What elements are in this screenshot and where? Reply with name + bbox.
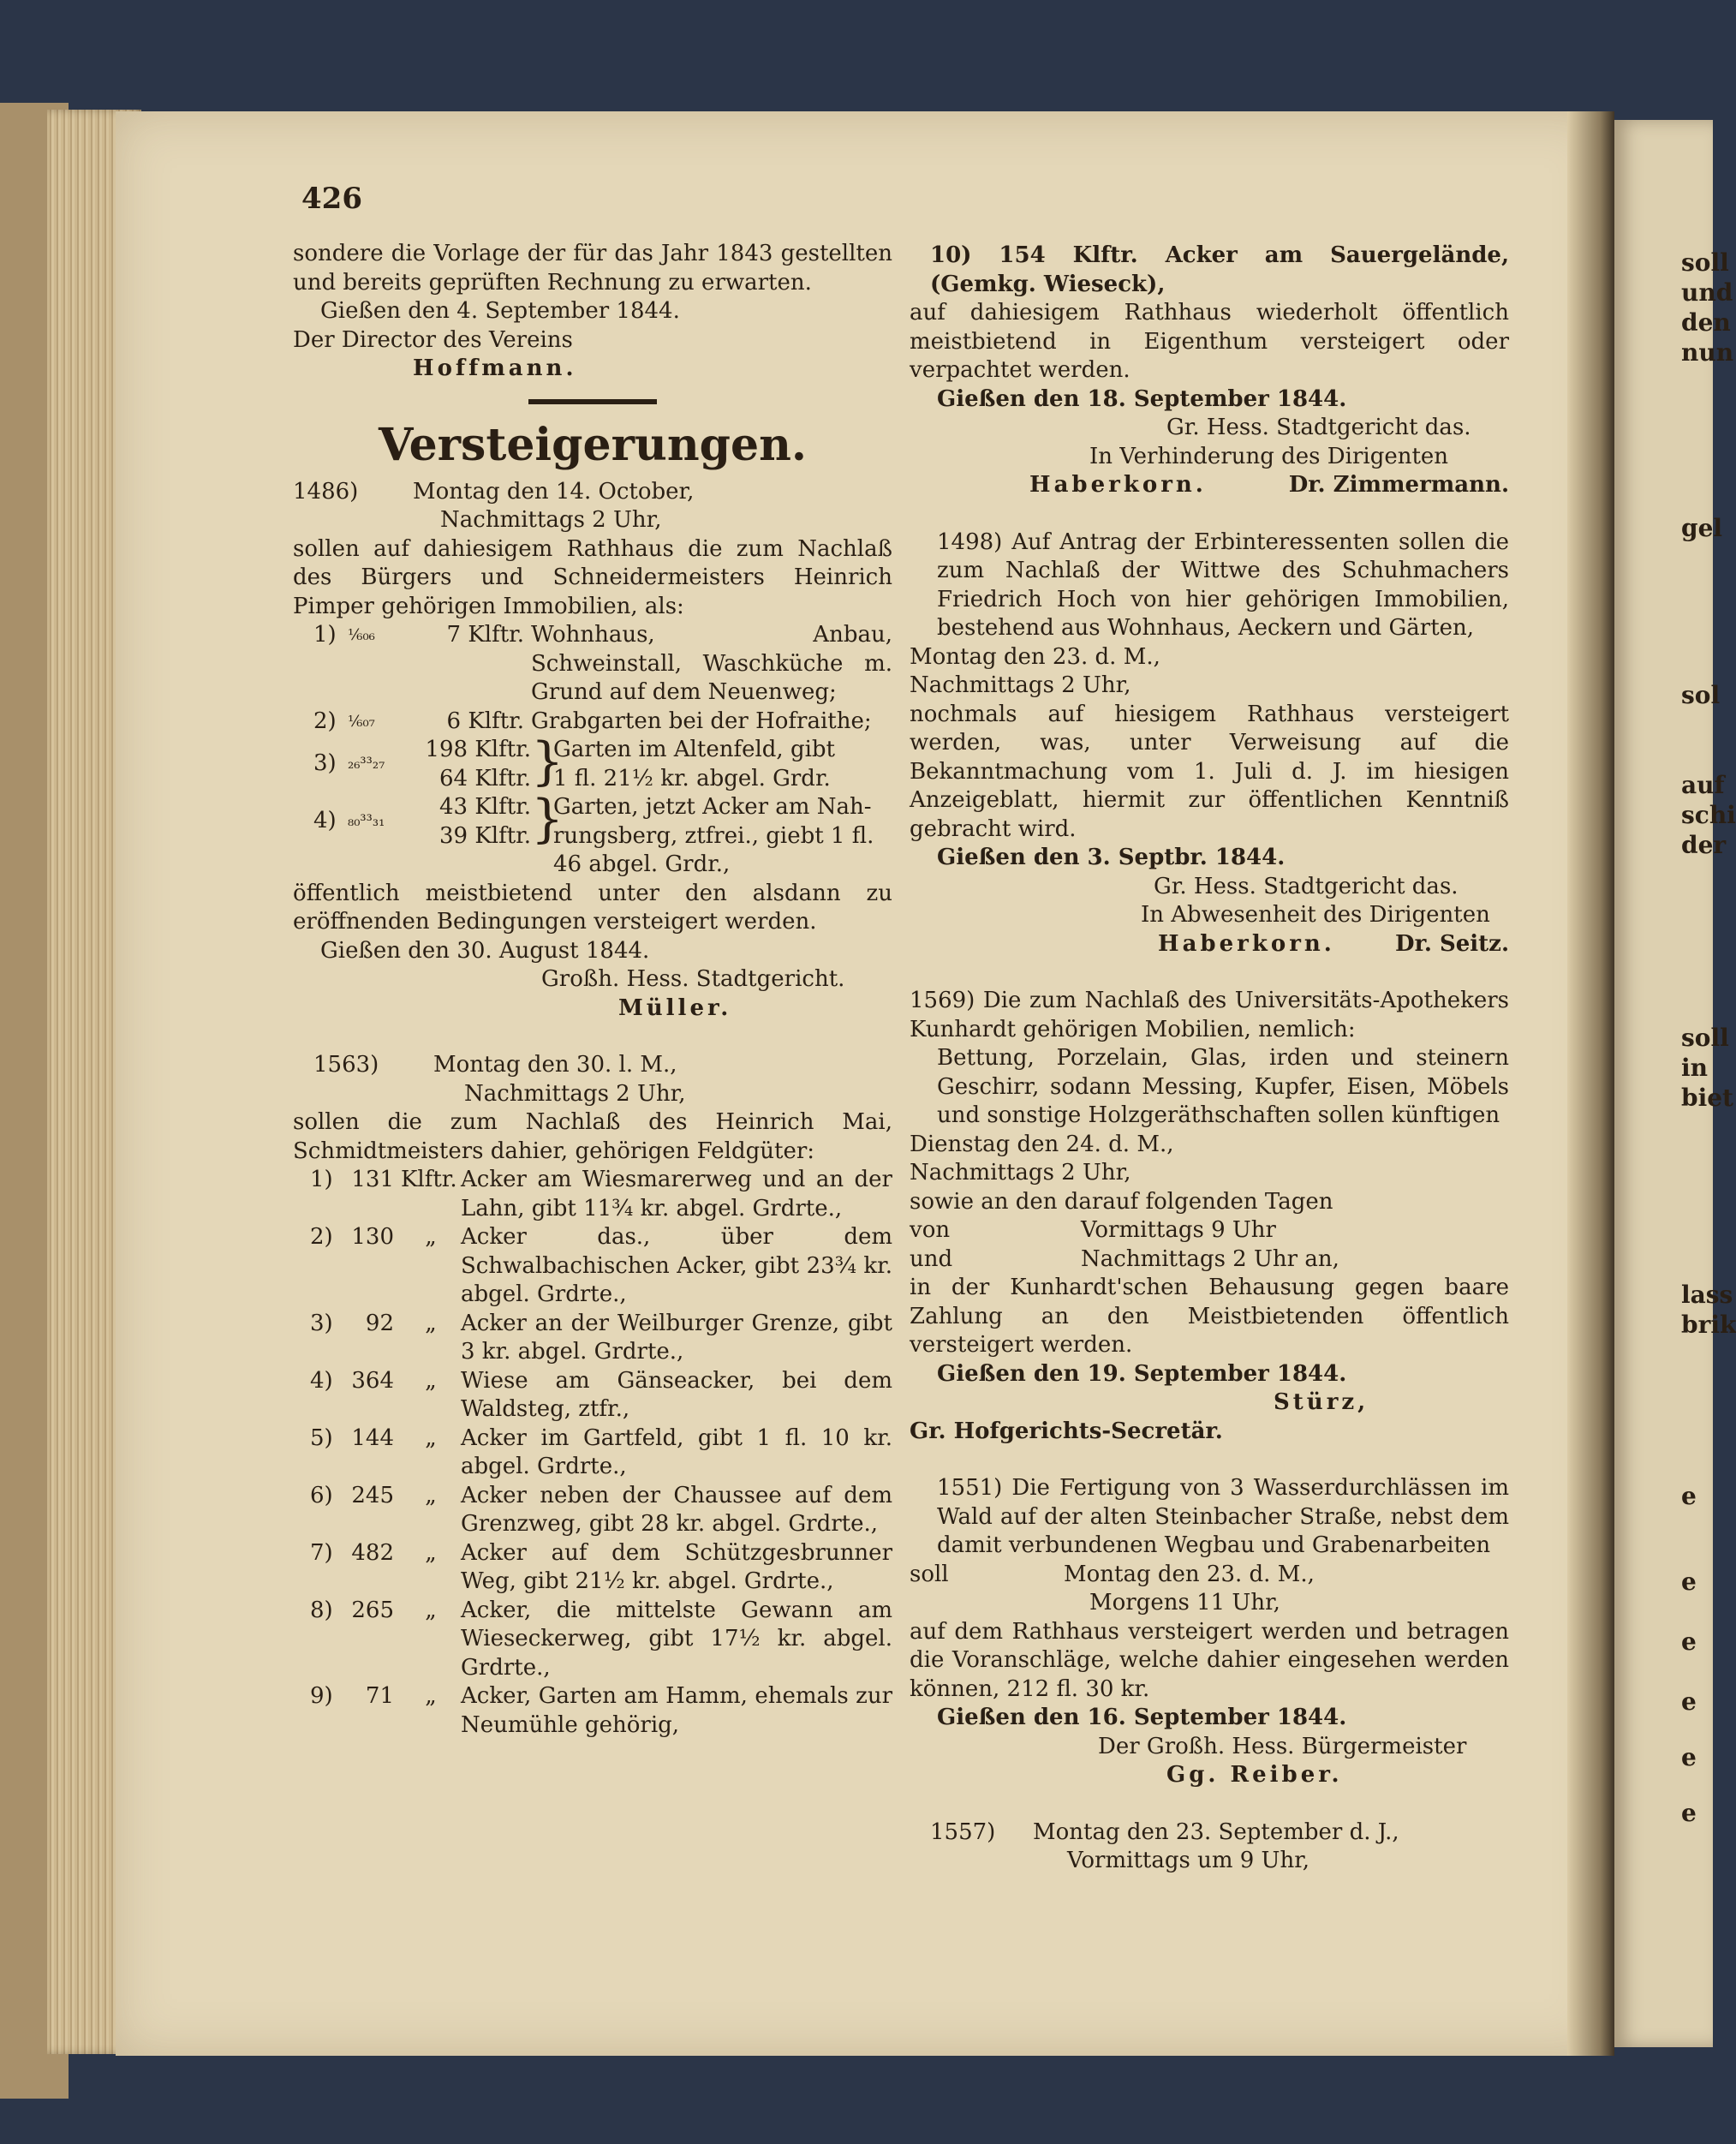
item-desc: Acker am Wiesmarerweg und an der Lahn, gibt 11¾ kr. abgel. Grdrte., <box>461 1167 892 1221</box>
item-unit: „ <box>425 1310 437 1336</box>
item-size: 131 <box>351 1167 394 1192</box>
list-item <box>293 789 892 880</box>
notice-text: in der Kunhardt'schen Behausung gegen baare Zahlung an den Meistbietenden öffentlich versteigert werden. <box>910 1275 1509 1358</box>
notice-date-line: Montag den 23. d. M., <box>1064 1561 1315 1587</box>
item-unit: Klftr. <box>401 1167 457 1192</box>
item-desc: Acker neben der Chaussee auf dem Grenzweg, gibt 28 kr. abgel. Grdrte., <box>461 1482 892 1537</box>
brace-icon: } <box>531 789 564 849</box>
item-unit: „ <box>425 1482 437 1508</box>
item-number: 7) <box>310 1539 333 1566</box>
notice-number: 1569) <box>910 988 975 1013</box>
notice-1569 <box>910 987 1509 1446</box>
signature: Gr. Hess. Stadtgericht das. <box>1166 415 1471 440</box>
notice-time-line: Nachmittags 2 Uhr, <box>440 507 662 533</box>
notice-date-line: Montag den 23. September d. J., <box>1033 1819 1399 1845</box>
item-desc-line: Garten, jetzt Acker am Nah- <box>553 794 872 820</box>
notice-date: Gießen den 4. September 1844. <box>320 298 680 324</box>
notice-1486 <box>293 478 892 1024</box>
item-sizes <box>425 793 531 880</box>
signature-name: Hoffmann. <box>413 355 577 381</box>
spacer <box>910 1790 1509 1819</box>
book-gutter <box>1567 111 1614 2056</box>
notice-time-row <box>910 1245 1509 1275</box>
list-item <box>293 1682 892 1740</box>
item-size: 6 Klftr. <box>446 708 524 734</box>
right-column <box>910 242 1509 1876</box>
item-size: 92 <box>365 1310 394 1336</box>
section-title: Versteigerungen. <box>379 418 807 471</box>
item-size: 71 <box>365 1683 394 1709</box>
fragment: biet <box>1681 1084 1733 1112</box>
signature: Gr. Hofgerichts-Secretär. <box>910 1418 1223 1444</box>
signature-line <box>910 930 1509 959</box>
notice-intro: sollen die zum Nachlaß des Heinrich Mai, Schmidtmeisters dahier, gehörigen Feldgüter: <box>293 1109 892 1164</box>
item-desc: Acker an der Weilburger Grenze, gibt 3 kr. abgel. Grdrte., <box>461 1310 892 1365</box>
item-size: 130 <box>351 1224 394 1250</box>
item-number: 9) <box>310 1683 333 1709</box>
item-size: 39 Klftr. <box>439 822 531 849</box>
fragment: schi <box>1681 801 1736 829</box>
item-desc: Acker auf dem Schützgesbrunner Weg, gibt 21½ kr. abgel. Grdrte., <box>461 1539 892 1594</box>
notice-date-line: Montag den 30. l. M., <box>433 1052 677 1078</box>
item-unit: „ <box>425 1683 437 1709</box>
item-size: 198 Klftr. <box>425 737 531 762</box>
notice-header <box>293 478 892 507</box>
notice-time-line: Morgens 11 Uhr, <box>1089 1590 1280 1615</box>
signature: Gr. Hess. Stadtgericht das. <box>1154 873 1459 899</box>
item-number: 6) <box>310 1482 333 1508</box>
notice-time-line: Nachmittags 2 Uhr, <box>910 1160 1131 1185</box>
notice-text: sowie an den darauf folgenden Tagen <box>910 1188 1333 1215</box>
notice-intro-text: Die zum Nachlaß des Universitäts-Apothekers Kunhardt gehörigen Mobilien, nemlich: <box>910 988 1510 1042</box>
fragment: den <box>1681 308 1731 337</box>
item-number: 3) <box>310 1310 333 1336</box>
notice-1498 <box>910 529 1509 959</box>
list-item <box>293 1166 892 1223</box>
signature: Der Director des Vereins <box>293 326 573 353</box>
notice-intro <box>910 987 1509 1044</box>
fragment: in <box>1681 1054 1708 1082</box>
fragment: sol <box>1681 681 1721 709</box>
list-item <box>293 1310 892 1367</box>
item-unit: „ <box>425 1424 437 1451</box>
spacer <box>293 1023 892 1051</box>
signature-name: Dr. Zimmermann. <box>1288 472 1509 498</box>
item-size: 43 Klftr. <box>439 794 531 820</box>
notice-1557 <box>910 1819 1509 1876</box>
item-unit: „ <box>425 1597 437 1623</box>
item-number: 4) <box>313 808 337 833</box>
notice-text: auf dem Rathhaus versteigert werden und betragen die Voranschläge, welche dahier eingesehen werden können, 212 fl. 30 kr. <box>910 1618 1509 1702</box>
fragment: soll <box>1681 248 1729 277</box>
signature-line <box>910 471 1509 500</box>
item-unit: „ <box>425 1367 437 1394</box>
label: und <box>910 1245 953 1272</box>
notice-time-line: Vormittags um 9 Uhr, <box>1067 1848 1310 1873</box>
item-desc-line: 46 abgel. Grdr., <box>553 851 731 877</box>
fragment: e <box>1681 1687 1697 1716</box>
item-mark: ₈₀³³₃₁ <box>348 812 385 830</box>
notice-time-line: Nachmittags 2 Uhr, <box>910 672 1131 698</box>
notice-number: 1557) <box>930 1819 996 1845</box>
list-item <box>293 1223 892 1310</box>
spacer <box>910 500 1509 529</box>
notice-intro-text: Die Fertigung von 3 Wasserdurchlässen im Wald auf der alten Steinbacher Straße, nebst dem damit verbundenen Wegbau und Grabenarbeiten <box>937 1475 1510 1558</box>
signature-name: Haberkorn. <box>1158 930 1335 957</box>
notice-date: Gießen den 16. September 1844. <box>937 1705 1347 1730</box>
notice-date: Gießen den 3. Septbr. 1844. <box>937 845 1286 870</box>
continuation-text: sondere die Vorlage der für das Jahr 1843 gestellten und bereits geprüften Rechnung zu erwarten. <box>293 241 892 296</box>
list-item <box>293 621 892 708</box>
item-desc: Wohnhaus, Anbau, Schweinstall, Waschküche m. Grund auf dem Neuenweg; <box>531 622 892 705</box>
notice-date: Gießen den 30. August 1844. <box>320 937 650 964</box>
fragment: brik <box>1681 1311 1736 1339</box>
item-mark: ₂₆³³₂₇ <box>348 755 385 773</box>
label: soll <box>910 1561 949 1587</box>
item-number: 2) <box>313 708 337 734</box>
item-unit: „ <box>425 1224 437 1250</box>
item-mark: ⅟₆₀₇ <box>348 712 375 731</box>
notice-date-line: Montag den 23. d. M., <box>910 643 1160 670</box>
list-item <box>293 1539 892 1597</box>
item-desc <box>553 793 892 880</box>
item-desc: Wiese am Gänseacker, bei dem Waldsteg, ztfr., <box>461 1367 892 1422</box>
notice-header <box>910 1819 1509 1848</box>
item-desc: Acker das., über dem Schwalbachischen Acker, gibt 23¾ kr. abgel. Grdrte., <box>461 1224 892 1307</box>
section-divider <box>528 399 657 404</box>
signature: In Abwesenheit des Dirigenten <box>1141 902 1490 928</box>
item-size: 245 <box>351 1482 394 1508</box>
spacer <box>910 1446 1509 1474</box>
notice-1563 <box>293 1051 892 1740</box>
notice-intro-text: Auf Antrag der Erbinteressenten sollen die zum Nachlaß der Wittwe des Schuhmachers Friedrich Hoch von hier gehörigen Immobilien, bestehend aus Wohnhaus, Aeckern und Gärten, <box>937 529 1510 641</box>
fragment: und <box>1681 278 1733 307</box>
fragment: gel <box>1681 514 1723 542</box>
signature-name: Gg. Reiber. <box>1166 1762 1343 1788</box>
notice-text: Bettung, Porzelain, Glas, irden und steinern Geschirr, sodann Messing, Kupfer, Eisen, Möbels und sonstige Holzgeräthschaften sollen künftigen <box>937 1045 1509 1128</box>
notice-number: 1551) <box>937 1475 1003 1501</box>
notice-number: 1486) <box>293 478 359 505</box>
page-number: 426 <box>301 182 362 216</box>
value: Vormittags 9 Uhr <box>1081 1217 1276 1243</box>
left-column <box>293 240 892 1740</box>
fragment: auf <box>1681 771 1725 799</box>
item-number: 8) <box>310 1597 333 1623</box>
item-size: 64 Klftr. <box>439 765 531 791</box>
notice-number: 1563) <box>313 1052 379 1078</box>
item-desc: Acker, Garten am Hamm, ehemals zur Neumühle gehörig, <box>461 1683 892 1738</box>
fragment: e <box>1681 1743 1697 1771</box>
notice-date-row <box>910 1561 1509 1590</box>
notice-header <box>293 1051 892 1080</box>
list-item <box>293 708 892 737</box>
fragment: lass <box>1681 1281 1733 1309</box>
signature: Großh. Hess. Stadtgericht. <box>541 966 845 992</box>
item-number: 4) <box>310 1367 333 1394</box>
item-desc: Acker im Gartfeld, gibt 1 fl. 10 kr. abgel. Grdrte., <box>461 1424 892 1479</box>
item-number: 5) <box>310 1424 333 1451</box>
item-unit: „ <box>425 1539 437 1566</box>
signature-name: Müller. <box>618 994 732 1021</box>
fragment: e <box>1681 1627 1697 1656</box>
notice-time-row <box>910 1216 1509 1245</box>
continuation-text: auf dahiesigem Rathhaus wiederholt öffentlich meistbietend in Eigenthum versteigert oder verpachtet werden. <box>910 300 1509 383</box>
item-number: 2) <box>310 1224 333 1250</box>
item-size: 265 <box>351 1597 394 1623</box>
signature-name: Haberkorn. <box>1029 472 1207 498</box>
notice-1551 <box>910 1474 1509 1790</box>
value: Nachmittags 2 Uhr an, <box>1081 1245 1339 1272</box>
item-desc-line: Garten im Altenfeld, gibt <box>553 737 835 762</box>
list-item <box>293 1367 892 1424</box>
notice-number: 1498) <box>937 529 1003 555</box>
notice-text: nochmals auf hiesigem Rathhaus versteigert werden, was, unter Verweisung auf die Bekanntmachung vom 1. Juli d. J. im hiesigen Anzeigeblatt, hiermit zur öffentlichen Kenntniß gebracht wird. <box>910 701 1509 842</box>
book-page-right <box>1614 120 1736 2047</box>
spacer <box>910 959 1509 987</box>
notice-date: Gießen den 19. September 1844. <box>937 1360 1347 1387</box>
label: von <box>910 1217 951 1243</box>
fragment: e <box>1681 1568 1697 1596</box>
signature-name: Dr. Seitz. <box>1395 930 1509 957</box>
item-size: 7 Klftr. <box>446 622 524 648</box>
notice-date: Gießen den 18. September 1844. <box>937 385 1347 412</box>
fragment: soll <box>1681 1024 1729 1052</box>
fragment: nun <box>1681 338 1734 367</box>
item-size: 364 <box>351 1367 394 1394</box>
item-10: 10) 154 Klftr. Acker am Sauergelände, (Gemkg. Wieseck), <box>930 242 1509 297</box>
brace-icon: } <box>531 732 564 791</box>
notice-date-line: Montag den 14. October, <box>413 478 695 505</box>
notice-date-line: Dienstag den 24. d. M., <box>910 1131 1174 1157</box>
fragment: e <box>1681 1799 1697 1827</box>
list-item <box>293 1424 892 1482</box>
notice-intro <box>910 529 1509 643</box>
notice-intro: sollen auf dahiesigem Rathhaus die zum Nachlaß des Bürgers und Schneidermeisters Heinrich Pimper gehörigen Immobilien, als: <box>293 535 892 619</box>
item-sizes <box>425 736 531 793</box>
list-item <box>293 1597 892 1683</box>
item-desc: Acker, die mittelste Gewann am Wieseckerweg, gibt 17½ kr. abgel. Grdrte., <box>461 1597 892 1681</box>
item-desc-line: 1 fl. 21½ kr. abgel. Grdr. <box>553 765 831 791</box>
item-desc: Grabgarten bei der Hofraithe; <box>531 708 872 734</box>
list-item <box>293 732 892 793</box>
item-number: 1) <box>310 1167 333 1192</box>
signature: In Verhinderung des Dirigenten <box>1089 443 1449 469</box>
item-desc-line: rungsberg, ztfrei., giebt 1 fl. <box>553 822 874 849</box>
notice-time-line: Nachmittags 2 Uhr, <box>464 1080 686 1107</box>
notice-outro: öffentlich meistbietend unter den alsdann zu eröffnenden Bedingungen versteigert werden. <box>293 880 892 935</box>
list-item <box>293 1482 892 1539</box>
item-number: 3) <box>313 750 337 776</box>
notice-intro <box>910 1474 1509 1561</box>
item-desc <box>553 736 892 793</box>
item-number: 1) <box>313 622 337 648</box>
item-size: 144 <box>351 1424 394 1451</box>
signature: Der Großh. Hess. Bürgermeister <box>1098 1733 1467 1759</box>
signature-name: Stürz, <box>1274 1389 1369 1415</box>
item-size: 482 <box>351 1539 394 1566</box>
fragment: der <box>1681 831 1727 859</box>
item-mark: ⅟₆₀₆ <box>348 626 375 644</box>
fragment: e <box>1681 1482 1697 1510</box>
